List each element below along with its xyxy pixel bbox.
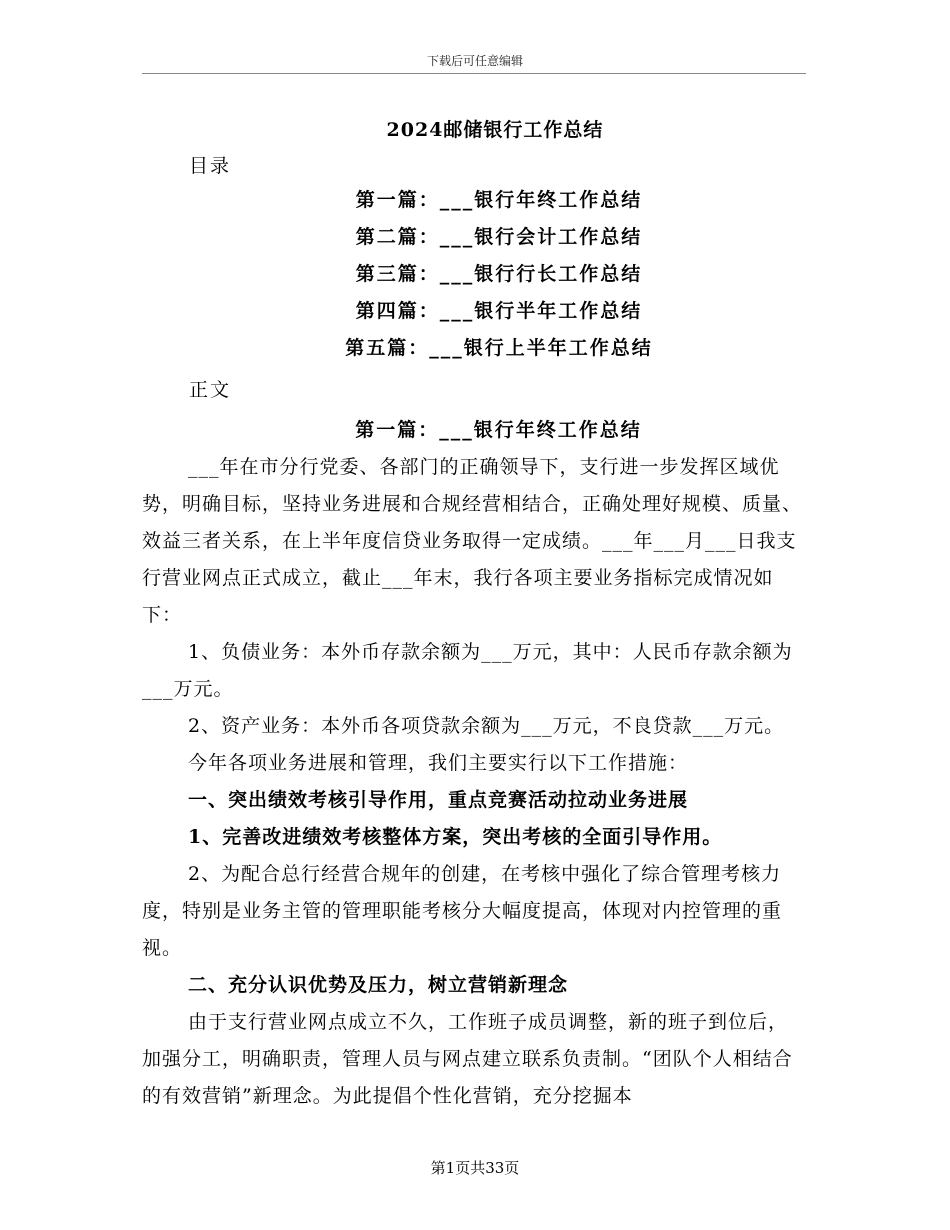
body-paragraph: ___年在市分行党委、各部门的正确领导下，支行进一步发挥区域优势，明确目标，坚持业务进展和合规经营相结合，正确处理好规模、质量、效益三者关系，在上半年度信贷业务取得一定成绩。___年___月___日我支行营业网点正式成立，截止___年末，我行各项主要业务指标完成情况如下： [142, 456, 803, 626]
toc-item[interactable]: 第四篇：___银行半年工作总结 [355, 300, 643, 322]
subheading: 1、完善改进绩效考核整体方案，突出考核的全面引导作用。 [188, 826, 723, 848]
body-paragraph: 1、负债业务：本外币存款余额为___万元，其中：人民币存款余额为___万元。 [142, 641, 793, 700]
page-header-note: 下载后可任意编辑 [426, 54, 523, 68]
header-divider [142, 73, 806, 74]
toc-item[interactable]: 第一篇：___银行年终工作总结 [355, 189, 643, 211]
toc-item[interactable]: 第三篇：___银行行长工作总结 [355, 263, 643, 285]
body-paragraph: 2、为配合总行经营合规年的创建，在考核中强化了综合管理考核力度，特别是业务主管的管理职能考核分大幅度提高，体现对内控管理的重视。 [142, 863, 783, 959]
body-paragraph: 2、资产业务：本外币各项贷款余额为___万元，不良贷款___万元。 [188, 715, 785, 737]
document-title: 2024邮储银行工作总结 [386, 119, 604, 141]
document-body [142, 412, 807, 1115]
subheading: 二、充分认识优势及压力，树立营销新理念 [188, 974, 569, 996]
subheading: 一、突出绩效考核引导作用，重点竞赛活动拉动业务进展 [188, 789, 689, 811]
body-paragraph: 今年各项业务进展和管理，我们主要实行以下工作措施： [188, 752, 689, 774]
body-paragraph: 由于支行营业网点成立不久，工作班子成员调整，新的班子到位后，加强分工，明确职责，管理人员与网点建立联系负责制。“团队个人相结合的有效营销”新理念。为此提倡个性化营销，充分挖掘本 [142, 1011, 793, 1107]
page-number: 第1页共33页 [430, 1159, 520, 1177]
toc-item[interactable]: 第二篇：___银行会计工作总结 [355, 226, 643, 248]
table-of-contents [0, 188, 950, 373]
toc-item[interactable]: 第五篇：___银行上半年工作总结 [345, 337, 653, 359]
section-title: 第一篇：___银行年终工作总结 [355, 419, 642, 441]
toc-label: 目录 [189, 155, 232, 177]
body-label: 正文 [189, 379, 232, 401]
